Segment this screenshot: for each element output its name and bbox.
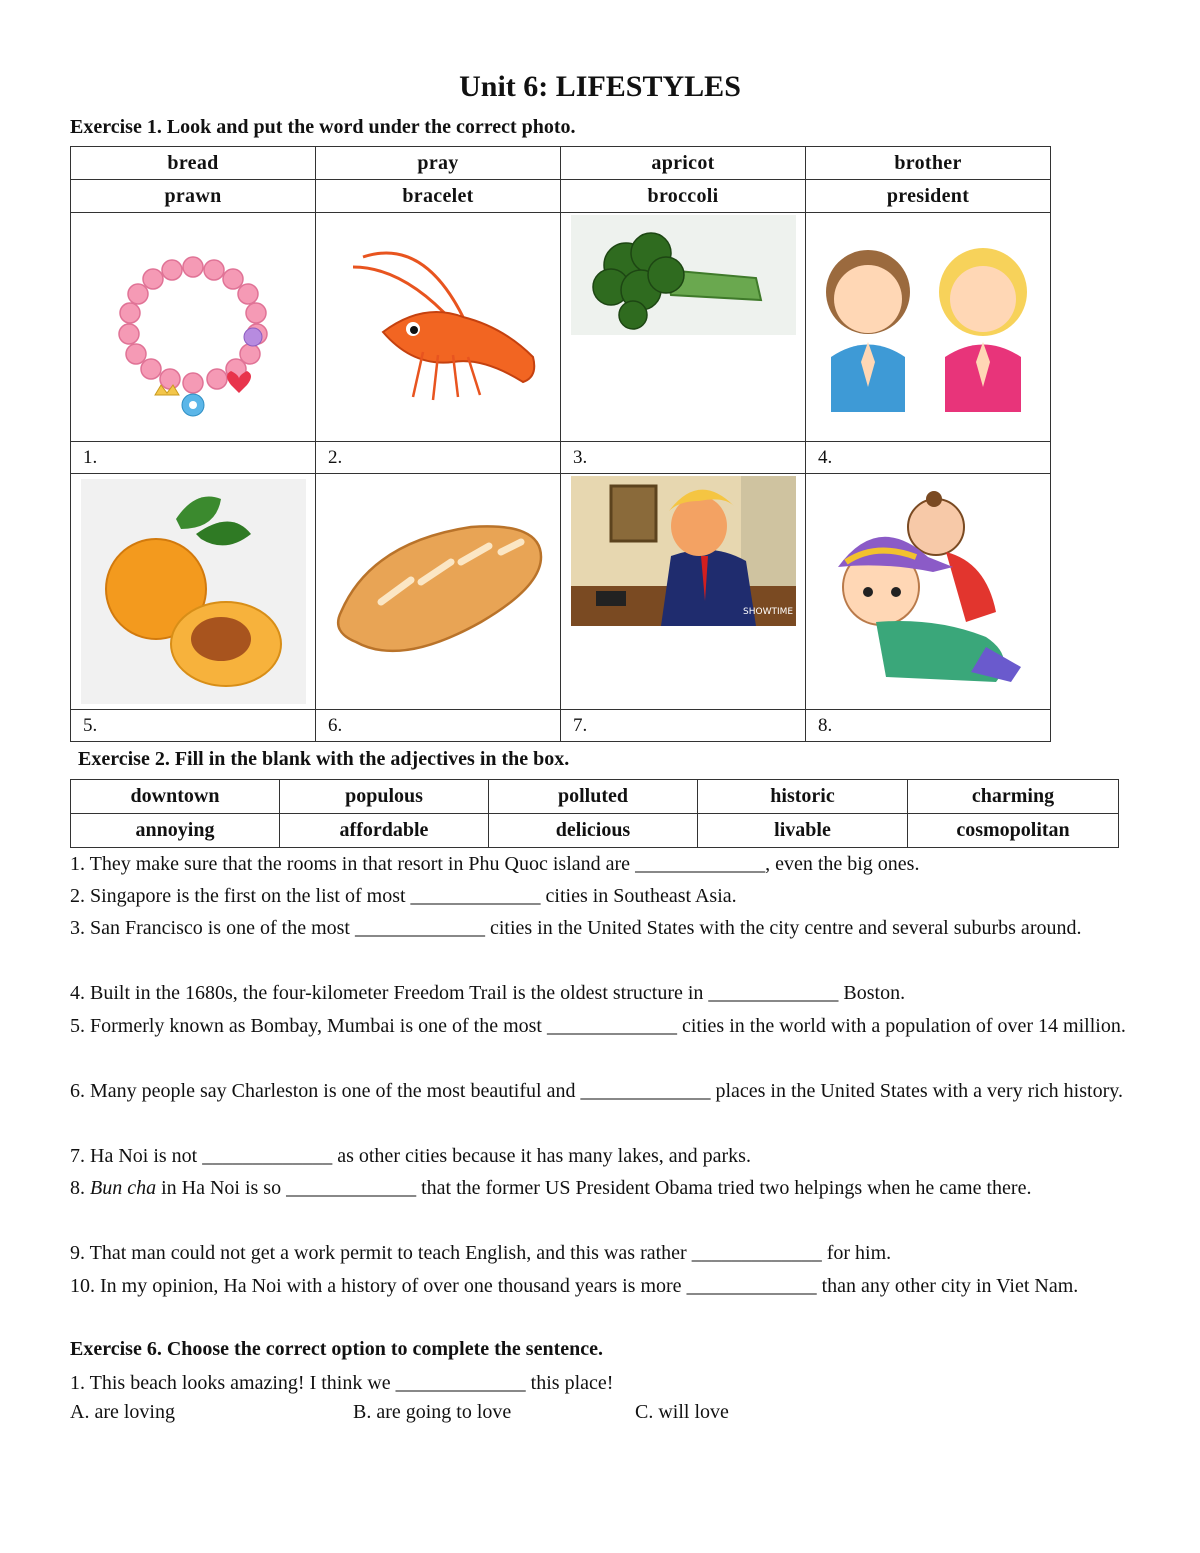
adjective: cosmopolitan	[908, 814, 1119, 848]
apricot-image	[81, 479, 306, 704]
praying-children-image	[813, 237, 1043, 417]
adjective: affordable	[280, 814, 489, 848]
question-text: , even the big ones.	[765, 853, 920, 875]
image-cell-8	[806, 474, 1051, 710]
adjective-box	[70, 779, 1119, 848]
question-text: 10. In my opinion, Ha Noi with a history of over one thousand years is more	[70, 1275, 687, 1297]
exercise1-heading: Exercise 1. Look and put the word under the correct photo.	[70, 116, 576, 138]
image-cell-5	[71, 474, 316, 710]
answer-blank[interactable]: _____________	[410, 885, 541, 907]
adjective: populous	[280, 780, 489, 814]
brothers-image	[816, 487, 1041, 697]
option-c[interactable]: C. will love	[635, 1401, 729, 1423]
question-text: cities in Southeast Asia.	[540, 885, 737, 907]
question-text: 5. Formerly known as Bombay, Mumbai is one of the most	[70, 1015, 547, 1037]
answer-number: 1.	[71, 442, 316, 474]
word-row-2	[71, 180, 1051, 213]
question-text: in Ha Noi is so	[156, 1177, 287, 1199]
question-1	[70, 848, 1128, 881]
page-title: Unit 6: LIFESTYLES	[459, 70, 741, 103]
image-cell-1	[71, 213, 316, 442]
word-cell: bracelet	[316, 180, 561, 213]
word-cell: bread	[71, 147, 316, 180]
answer-blank[interactable]: _____________	[395, 1372, 526, 1394]
adjective: historic	[698, 780, 908, 814]
answer-number: 5.	[71, 710, 316, 742]
adjective: downtown	[71, 780, 280, 814]
answer-number: 2.	[316, 442, 561, 474]
image-row-1	[71, 213, 1051, 442]
image-cell-6	[316, 474, 561, 710]
question-9	[70, 1237, 1128, 1270]
image-row-2	[71, 474, 1051, 710]
adjective: charming	[908, 780, 1119, 814]
answer-number: 8.	[806, 710, 1051, 742]
word-cell: president	[806, 180, 1051, 213]
prawn-image	[323, 237, 553, 417]
bracelet-image	[93, 227, 293, 427]
answer-blank[interactable]: _____________	[691, 1242, 822, 1264]
bread-image	[326, 517, 551, 667]
answer-number: 6.	[316, 710, 561, 742]
word-cell: apricot	[561, 147, 806, 180]
adjective: delicious	[489, 814, 698, 848]
option-a[interactable]: A. are loving	[70, 1401, 175, 1423]
answer-blank[interactable]: _____________	[547, 1015, 677, 1037]
number-row-1	[71, 442, 1051, 474]
word-cell: brother	[806, 147, 1051, 180]
question-text: 2. Singapore is the first on the list of most	[70, 885, 411, 907]
image-cell-4	[806, 213, 1051, 442]
word-cell: broccoli	[561, 180, 806, 213]
question-text: places in the United States with a very rich history.	[710, 1080, 1123, 1102]
question-4	[70, 977, 1128, 1010]
exercise2-heading: Exercise 2. Fill in the blank with the adjectives in the box.	[78, 748, 570, 770]
option-b[interactable]: B. are going to love	[353, 1401, 512, 1423]
question-text: 3. San Francisco is one of the most	[70, 917, 355, 939]
word-row-1	[71, 147, 1051, 180]
dish-name: Bun cha	[90, 1177, 157, 1199]
answer-blank[interactable]: _____________	[580, 1080, 711, 1102]
question-5	[70, 1010, 1128, 1043]
question-text: 4. Built in the 1680s, the four-kilometer Freedom Trail is the oldest structure in	[70, 982, 709, 1004]
answer-blank[interactable]: _____________	[708, 982, 839, 1004]
answer-blank[interactable]: _____________	[202, 1145, 333, 1167]
number-row-2	[71, 710, 1051, 742]
question-text: 7. Ha Noi is not	[70, 1145, 203, 1167]
adjective: livable	[698, 814, 908, 848]
image-cell-2	[316, 213, 561, 442]
question-text: than any other city in Viet Nam.	[816, 1275, 1079, 1297]
question-text: 1. They make sure that the rooms in that resort in Phu Quoc island are	[70, 853, 636, 875]
adjective-row-1	[71, 780, 1119, 814]
image-cell-3	[561, 213, 806, 442]
image-cell-7	[561, 474, 806, 710]
answer-blank[interactable]: _____________	[354, 917, 485, 939]
adjective-row-2	[71, 814, 1119, 848]
answer-number: 4.	[806, 442, 1051, 474]
question-text: Boston.	[838, 982, 906, 1004]
adjective: polluted	[489, 780, 698, 814]
president-cartoon-image	[571, 476, 796, 626]
exercise6-question-1	[70, 1367, 1128, 1400]
question-7	[70, 1140, 1128, 1173]
question-text: this place!	[525, 1372, 614, 1394]
answer-blank[interactable]: _____________	[286, 1177, 417, 1199]
question-text: 6. Many people say Charleston is one of the most beautiful and	[70, 1080, 581, 1102]
question-text: 9. That man could not get a work permit to teach English, and this was rather	[70, 1242, 692, 1264]
question-text: cities in the United States with the city centre and several suburbs around.	[484, 917, 1082, 939]
question-text: 1. This beach looks amazing! I think we	[70, 1372, 396, 1394]
question-text: for him.	[821, 1242, 892, 1264]
broccoli-image	[571, 215, 796, 335]
question-10	[70, 1270, 1128, 1303]
adjective: annoying	[71, 814, 280, 848]
question-text: that the former US President Obama tried two helpings when he came there.	[416, 1177, 1032, 1199]
question-text: cities in the world with a population of over 14 million.	[677, 1015, 1126, 1037]
answer-number: 7.	[561, 710, 806, 742]
question-text: 8.	[70, 1177, 90, 1199]
question-2	[70, 880, 1128, 913]
word-cell: pray	[316, 147, 561, 180]
answer-blank[interactable]: _____________	[635, 853, 766, 875]
word-cell: prawn	[71, 180, 316, 213]
question-text: as other cities because it has many lakes, and parks.	[332, 1145, 751, 1167]
tv-logo: SHOWTIME	[742, 607, 793, 617]
question-6	[70, 1075, 1128, 1108]
answer-number: 3.	[561, 442, 806, 474]
question-8	[70, 1172, 1128, 1205]
question-3	[70, 912, 1128, 945]
exercise1-table	[70, 146, 1051, 742]
exercise6-heading: Exercise 6. Choose the correct option to complete the sentence.	[70, 1338, 604, 1360]
answer-blank[interactable]: _____________	[686, 1275, 817, 1297]
